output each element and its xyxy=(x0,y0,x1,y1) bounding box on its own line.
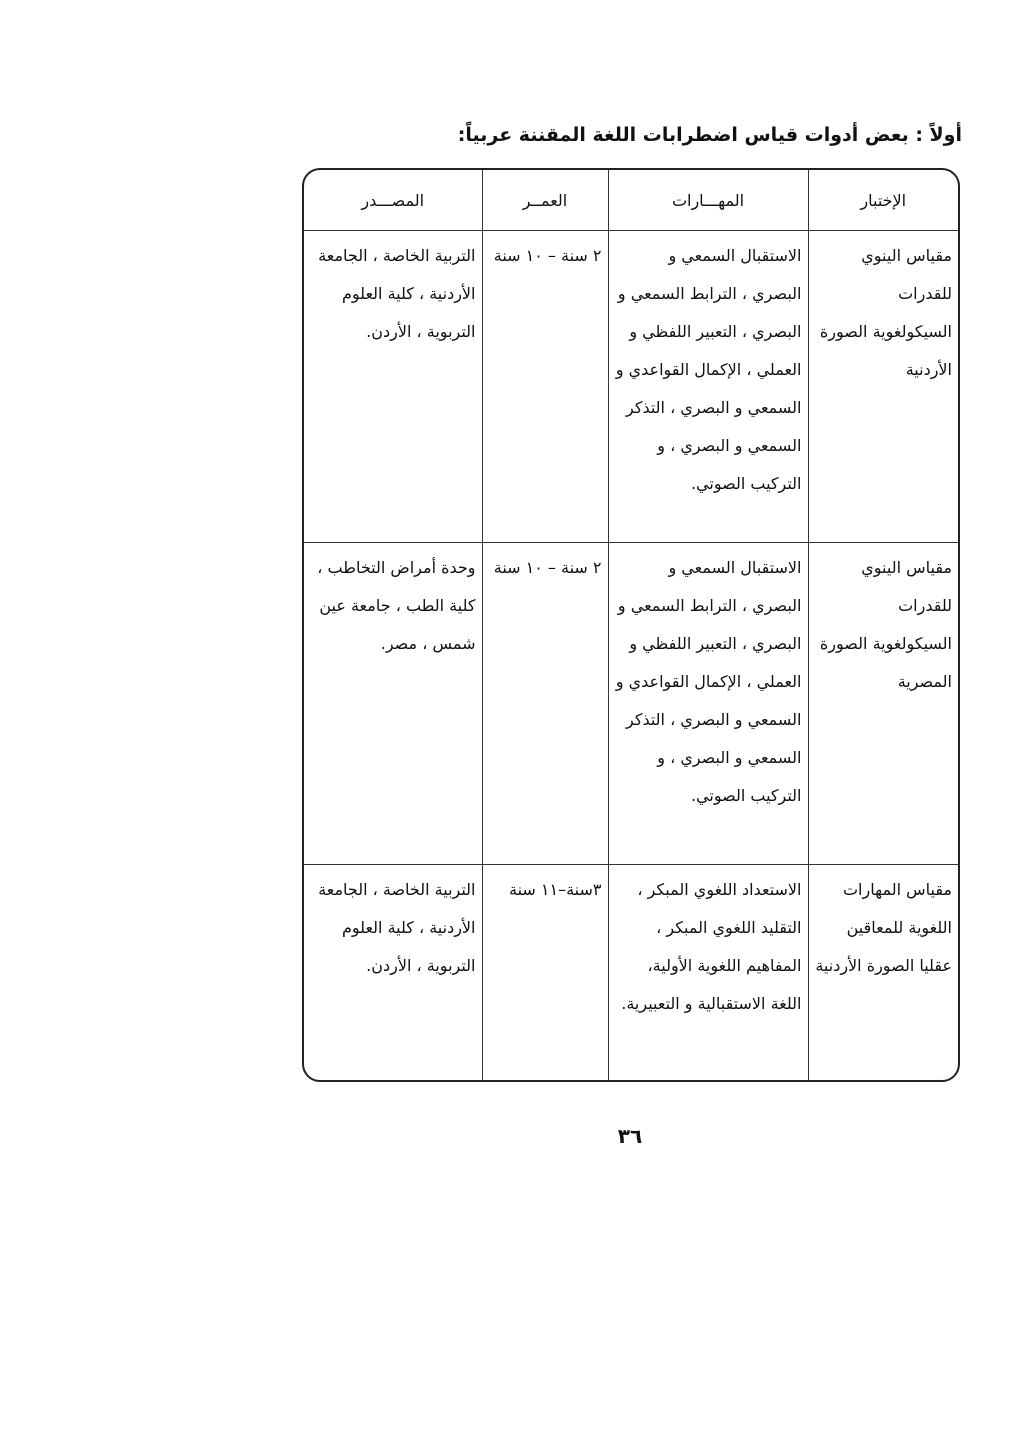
cell-source: التربية الخاصة ، الجامعة الأردنية ، كلية العلوم التربوية ، الأردن. xyxy=(304,231,482,543)
table-row xyxy=(304,543,958,865)
cell-test: مقياس الينوي للقدرات السيكولغوية الصورة الأردنية xyxy=(808,231,958,543)
cell-source: التربية الخاصة ، الجامعة الأردنية ، كلية العلوم التربوية ، الأردن. xyxy=(304,865,482,1083)
language-tests-table xyxy=(302,168,960,1082)
table-row xyxy=(304,865,958,1083)
cell-age: ٢ سنة – ١٠ سنة xyxy=(482,543,608,865)
cell-age: ٢ سنة – ١٠ سنة xyxy=(482,231,608,543)
cell-age: ٣سنة–١١ سنة xyxy=(482,865,608,1083)
table-row xyxy=(304,231,958,543)
section-heading: أولاً : بعض أدوات قياس اضطرابات اللغة المقننة عربياً: xyxy=(457,124,962,146)
cell-test: مقياس المهارات اللغوية للمعاقين عقليا الصورة الأردنية xyxy=(808,865,958,1083)
cell-test: مقياس الينوي للقدرات السيكولغوية الصورة المصرية xyxy=(808,543,958,865)
header-source: المصـــدر xyxy=(304,170,482,231)
cell-skills: الاستعداد اللغوي المبكر ، التقليد اللغوي المبكر ، المفاهيم اللغوية الأولية، اللغة الاستقبالية و التعبيرية. xyxy=(608,865,808,1083)
cell-skills: الاستقبال السمعي و البصري ، الترابط السمعي و البصري ، التعبير اللفظي و العملي ، الإكمال القواعدي و السمعي و البصري ، التذكر السمعي و البصري ، و التركيب الصوتي. xyxy=(608,231,808,543)
table-header-row xyxy=(304,170,958,231)
cell-skills: الاستقبال السمعي و البصري ، الترابط السمعي و البصري ، التعبير اللفظي و العملي ، الإكمال القواعدي و السمعي و البصري ، التذكر السمعي و البصري ، و التركيب الصوتي. xyxy=(608,543,808,865)
header-test: الإختبار xyxy=(808,170,958,231)
header-skills: المهـــارات xyxy=(608,170,808,231)
page-number: ٣٦ xyxy=(617,1124,643,1148)
header-age: العمــر xyxy=(482,170,608,231)
cell-source: وحدة أمراض التخاطب ، كلية الطب ، جامعة عين شمس ، مصر. xyxy=(304,543,482,865)
